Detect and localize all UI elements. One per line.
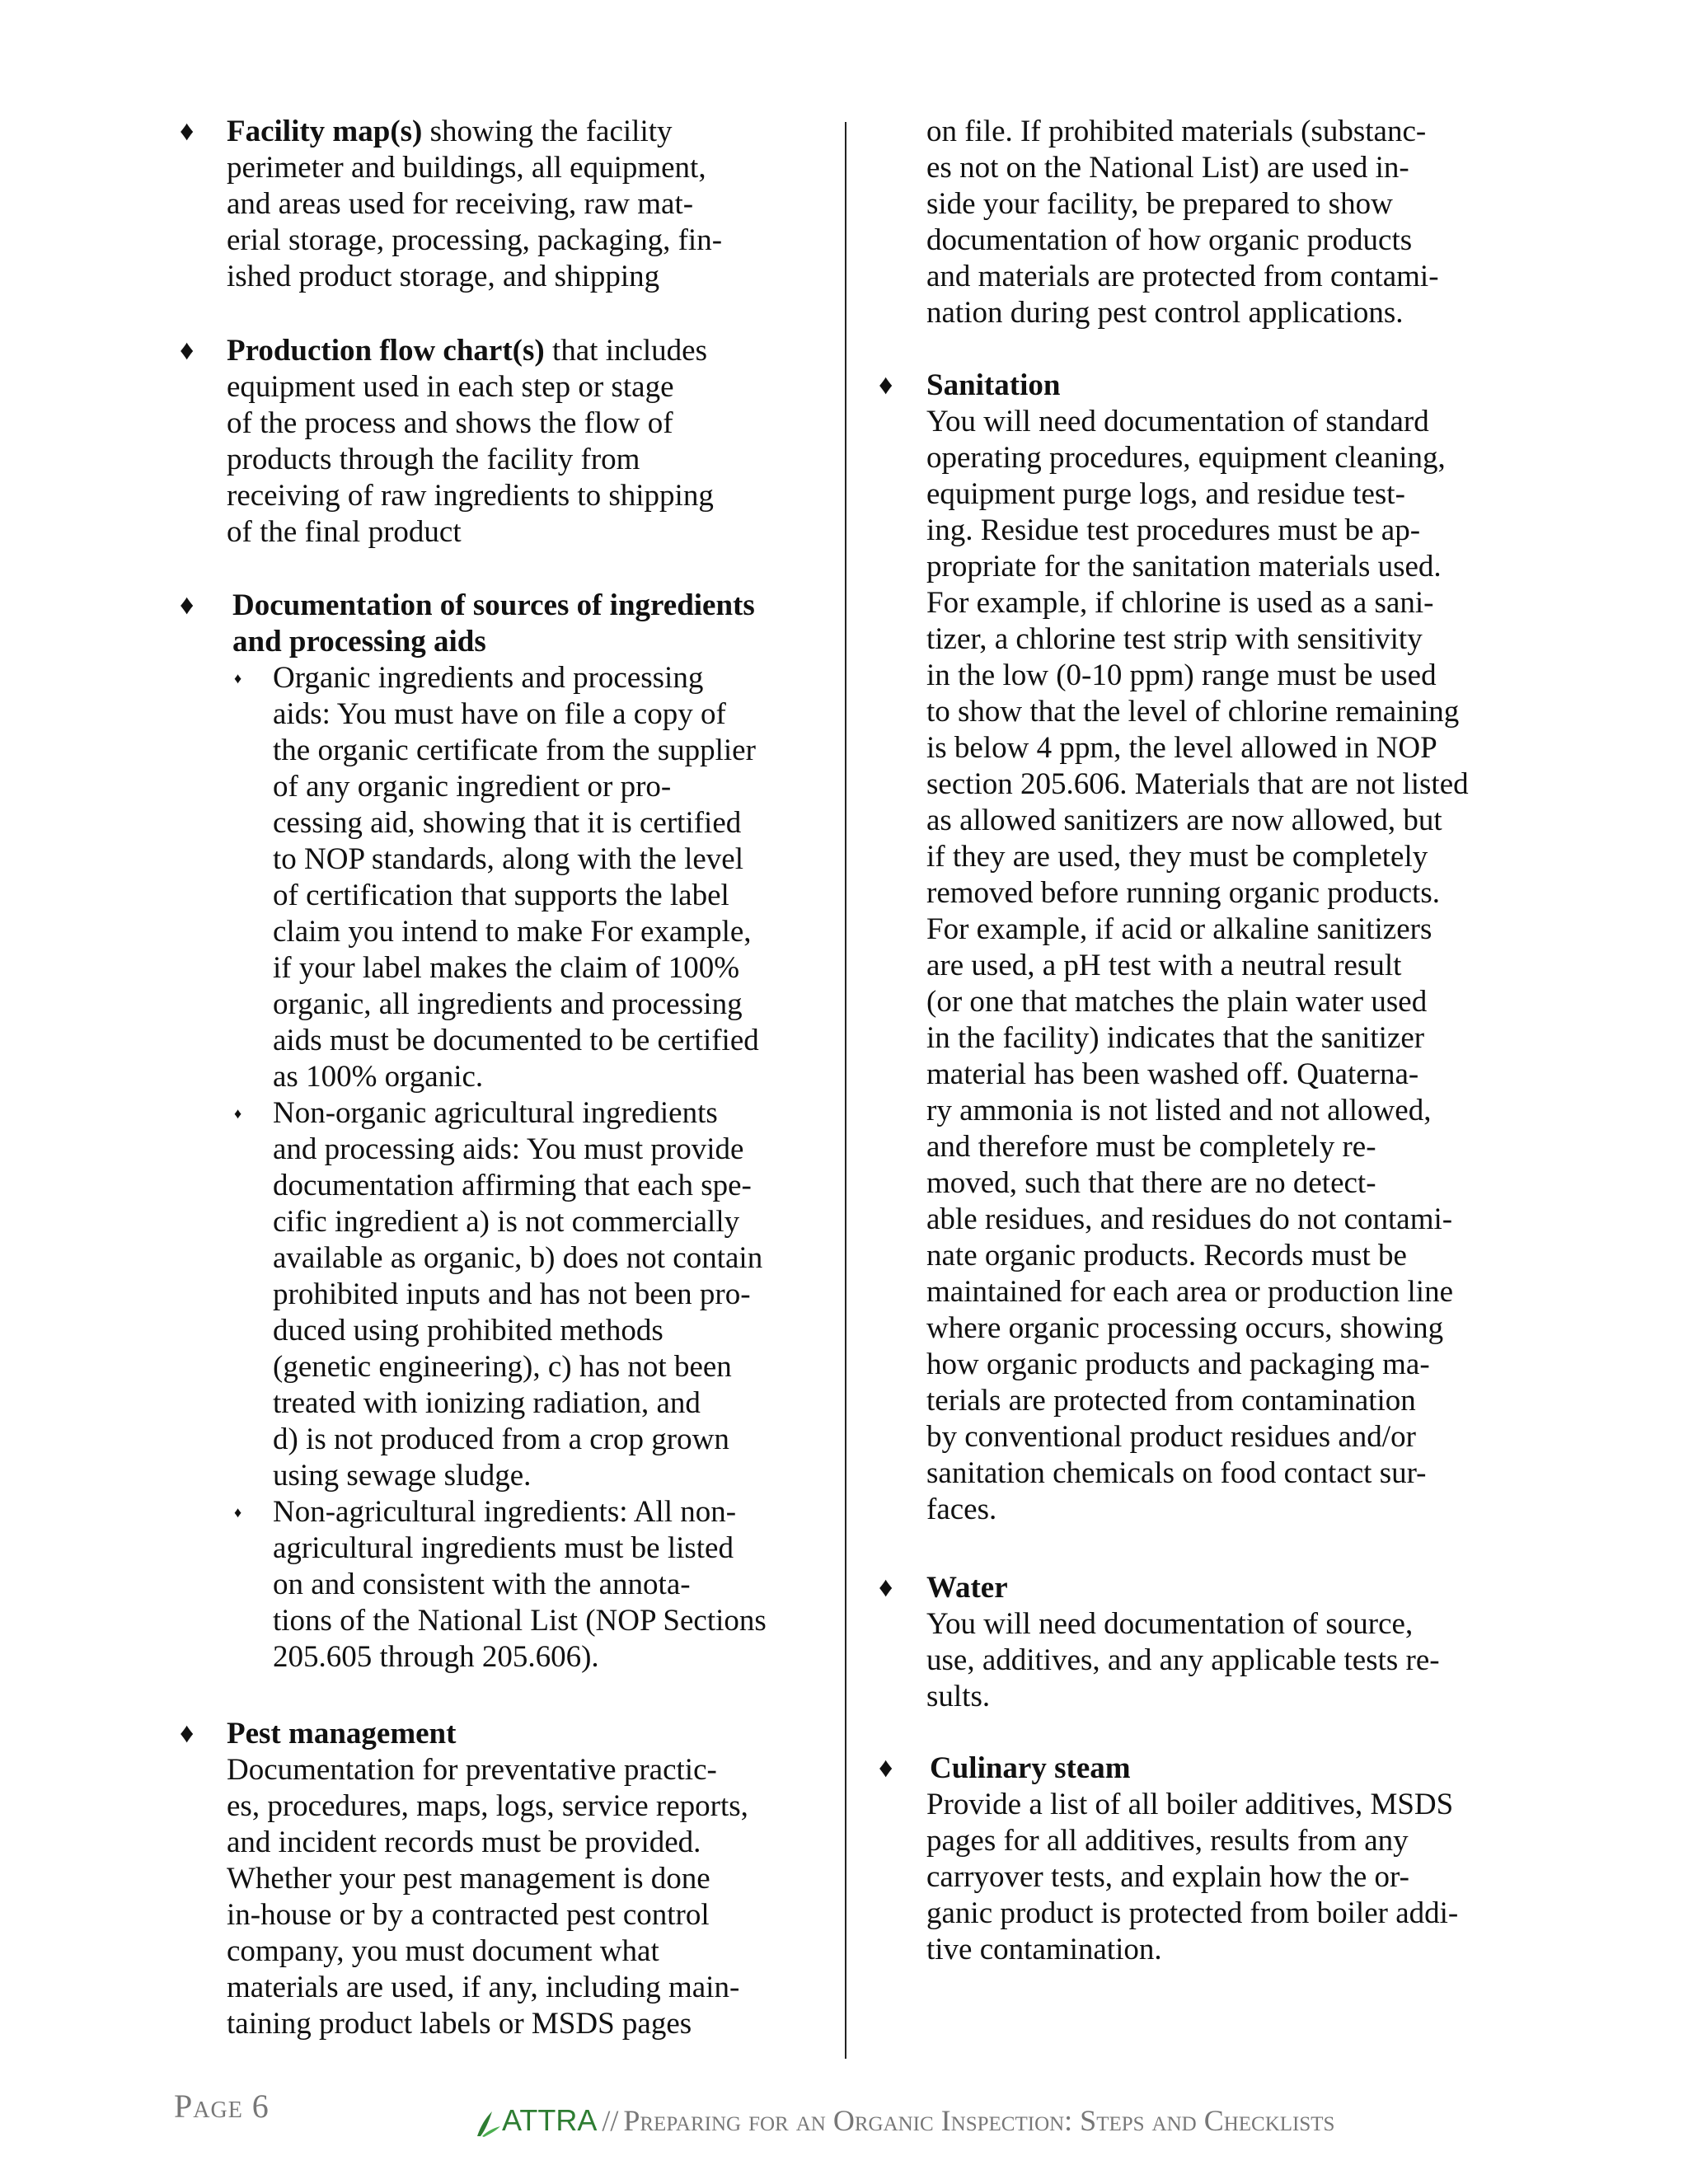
text-line: pages for all additives, results from any xyxy=(926,1824,1409,1858)
sub-bullet-diamond-icon: ♦ xyxy=(234,670,242,687)
text-line: es not on the National List) are used in- xyxy=(926,151,1409,185)
leaf-icon xyxy=(474,2110,502,2138)
text-line: 205.605 through 205.606). xyxy=(273,1640,599,1674)
text-line: For example, if acid or alkaline sanitizers xyxy=(926,912,1432,946)
text-line: faces. xyxy=(926,1493,997,1526)
text-line: of the process and shows the flow of xyxy=(227,406,673,440)
text-line: where organic processing occurs, showing xyxy=(926,1311,1444,1345)
bullet-diamond-icon: ♦ xyxy=(180,590,195,621)
text-line: (or one that matches the plain water used xyxy=(926,985,1428,1019)
text-line: claim you intend to make For example, xyxy=(273,915,752,949)
text-line: carryover tests, and explain how the or- xyxy=(926,1860,1409,1894)
text-line: on file. If prohibited materials (substanc- xyxy=(926,115,1427,148)
text-line: on and consistent with the annota- xyxy=(273,1568,691,1601)
bullet-diamond-icon: ♦ xyxy=(879,1572,893,1603)
text-line: perimeter and buildings, all equipment, xyxy=(227,151,706,185)
text-line: sults. xyxy=(926,1680,991,1713)
text-line: aids: You must have on file a copy of xyxy=(273,697,726,731)
text-line: terials are protected from contamination xyxy=(926,1384,1416,1418)
text-line: to show that the level of chlorine remaining xyxy=(926,695,1460,729)
text-line: and incident records must be provided. xyxy=(227,1825,701,1859)
text-line: For example, if chlorine is used as a sani- xyxy=(926,586,1434,620)
text-line: erial storage, processing, packaging, fin- xyxy=(227,223,723,257)
text-line: moved, such that there are no detect- xyxy=(926,1166,1376,1200)
text-line: products through the facility from xyxy=(227,443,640,476)
publication-title: Preparing for an Organic Inspection: Steps and Checklists xyxy=(623,2104,1335,2137)
sanitation-item xyxy=(926,368,1469,1528)
text-line: is below 4 ppm, the level allowed in NOP xyxy=(926,731,1437,765)
text-line: and materials are protected from contami- xyxy=(926,260,1439,293)
item-heading: Production flow chart(s) xyxy=(227,334,545,368)
bullet-diamond-icon: ♦ xyxy=(180,116,195,147)
text-line: Non-organic agricultural ingredients xyxy=(273,1096,718,1130)
text-line: side your facility, be prepared to show xyxy=(926,187,1393,221)
pest-continuation xyxy=(926,114,1439,331)
item-heading: Documentation of sources of ingredients xyxy=(232,588,755,622)
text-line: Organic ingredients and processing xyxy=(273,661,704,695)
item-heading: Facility map(s) xyxy=(227,115,423,148)
text-line: propriate for the sanitation materials used. xyxy=(926,550,1442,583)
text-line: are used, a pH test with a neutral result xyxy=(926,949,1402,982)
text-line: section 205.606. Materials that are not listed xyxy=(926,767,1469,801)
text-line: of any organic ingredient or pro- xyxy=(273,770,672,804)
text-line: as 100% organic. xyxy=(273,1060,484,1094)
item-heading: and processing aids xyxy=(232,625,486,658)
text-line: in-house or by a contracted pest control xyxy=(227,1898,710,1932)
text-line: nate organic products. Records must be xyxy=(926,1239,1407,1272)
bullet-diamond-icon: ♦ xyxy=(180,335,195,366)
text-line: tizer, a chlorine test strip with sensitivity xyxy=(926,622,1423,656)
text-line: tions of the National List (NOP Sections xyxy=(273,1604,767,1638)
text-line: documentation of how organic products xyxy=(926,223,1413,257)
text-line: ing. Residue test procedures must be ap- xyxy=(926,513,1421,547)
text-line: treated with ionizing radiation, and xyxy=(273,1386,701,1420)
logo-text: ATTRA xyxy=(502,2103,598,2137)
text-line: ganic product is protected from boiler addi- xyxy=(926,1896,1459,1930)
text-line: use, additives, and any applicable tests re- xyxy=(926,1643,1440,1677)
sub-item-non-agricultural xyxy=(234,1494,767,1675)
text-line: d) is not produced from a crop grown xyxy=(273,1422,729,1456)
water-item xyxy=(926,1570,1440,1715)
text-line: by conventional product residues and/or xyxy=(926,1420,1416,1454)
text-line: how organic products and packaging ma- xyxy=(926,1347,1430,1381)
page-number: Page 6 xyxy=(174,2088,270,2125)
text-line: sanitation chemicals on food contact sur- xyxy=(926,1456,1427,1490)
documentation-subitems xyxy=(234,660,767,1675)
text-line: and areas used for receiving, raw mat- xyxy=(227,187,694,221)
text-line: of the final product xyxy=(227,515,462,549)
sub-bullet-diamond-icon: ♦ xyxy=(234,1504,242,1521)
text-line: in the low (0-10 ppm) range must be used xyxy=(926,658,1437,692)
text-line: and processing aids: You must provide xyxy=(273,1132,744,1166)
text-line: equipment purge logs, and residue test- xyxy=(926,477,1405,511)
text-line: materials are used, if any, including main- xyxy=(227,1971,740,2004)
text-line: nation during pest control applications. xyxy=(926,296,1404,330)
text-line: material has been washed off. Quaterna- xyxy=(926,1057,1419,1091)
bullet-diamond-icon: ♦ xyxy=(879,1753,893,1783)
facility-map-item xyxy=(227,114,722,295)
text-line: cific ingredient a) is not commercially xyxy=(273,1205,740,1239)
text-line: in the facility) indicates that the sanitizer xyxy=(926,1021,1425,1055)
text-line: taining product labels or MSDS pages xyxy=(227,2007,692,2041)
sub-item-organic xyxy=(234,660,767,1095)
text-line: Documentation for preventative practic- xyxy=(227,1753,717,1787)
text-line: agricultural ingredients must be listed xyxy=(273,1531,734,1565)
item-text: showing the facility xyxy=(422,115,673,148)
bullet-diamond-icon: ♦ xyxy=(180,1718,195,1749)
text-line: (genetic engineering), c) has not been xyxy=(273,1350,732,1384)
text-line: ished product storage, and shipping xyxy=(227,260,660,293)
text-line: ry ammonia is not listed and not allowed, xyxy=(926,1094,1432,1127)
text-line: the organic certificate from the supplier xyxy=(273,733,756,767)
separator: // xyxy=(602,2104,619,2137)
column-divider xyxy=(845,122,846,2059)
text-line: Non-agricultural ingredients: All non- xyxy=(273,1495,737,1529)
text-line: operating procedures, equipment cleaning, xyxy=(926,441,1446,475)
text-line: available as organic, b) does not contain xyxy=(273,1241,763,1275)
sub-item-non-organic xyxy=(234,1095,767,1494)
pest-management-item xyxy=(227,1716,748,2042)
text-line: cessing aid, showing that it is certified xyxy=(273,806,742,840)
text-line: if they are used, they must be completely xyxy=(926,840,1428,874)
documentation-item xyxy=(232,588,755,660)
text-line: documentation affirming that each spe- xyxy=(273,1169,752,1202)
culinary-steam-item xyxy=(926,1750,1458,1968)
text-line: company, you must document what xyxy=(227,1934,659,1968)
text-line: organic, all ingredients and processing xyxy=(273,987,743,1021)
item-heading: Water xyxy=(926,1571,1008,1605)
text-line: as allowed sanitizers are now allowed, but xyxy=(926,804,1442,837)
text-line: duced using prohibited methods xyxy=(273,1314,663,1347)
item-heading: Sanitation xyxy=(926,368,1061,402)
text-line: using sewage sludge. xyxy=(273,1459,532,1493)
item-heading: Pest management xyxy=(227,1717,457,1750)
footer-title xyxy=(474,2103,1334,2138)
text-line: able residues, and residues do not contami- xyxy=(926,1202,1453,1236)
text-line: prohibited inputs and has not been pro- xyxy=(273,1277,751,1311)
text-line: aids must be documented to be certified xyxy=(273,1024,759,1057)
attra-logo xyxy=(474,2103,597,2138)
sub-bullet-diamond-icon: ♦ xyxy=(234,1105,242,1122)
text-line: receiving of raw ingredients to shipping xyxy=(227,479,714,513)
item-text: that includes xyxy=(544,334,708,368)
item-heading: Culinary steam xyxy=(930,1751,1131,1785)
text-line: equipment used in each step or stage xyxy=(227,370,674,404)
flow-chart-item xyxy=(227,333,714,551)
text-line: and therefore must be completely re- xyxy=(926,1130,1376,1164)
text-line: Provide a list of all boiler additives, MSDS xyxy=(926,1788,1454,1821)
text-line: Whether your pest management is done xyxy=(227,1862,710,1896)
bullet-diamond-icon: ♦ xyxy=(879,370,893,401)
text-line: You will need documentation of source, xyxy=(926,1607,1414,1641)
text-line: es, procedures, maps, logs, service reports, xyxy=(227,1789,748,1823)
text-line: tive contamination. xyxy=(926,1933,1162,1966)
text-line: of certification that supports the label xyxy=(273,879,729,912)
text-line: You will need documentation of standard xyxy=(926,405,1429,438)
text-line: if your label makes the claim of 100% xyxy=(273,951,740,985)
text-line: to NOP standards, along with the level xyxy=(273,842,744,876)
text-line: maintained for each area or production line xyxy=(926,1275,1453,1309)
text-line: removed before running organic products. xyxy=(926,876,1440,910)
